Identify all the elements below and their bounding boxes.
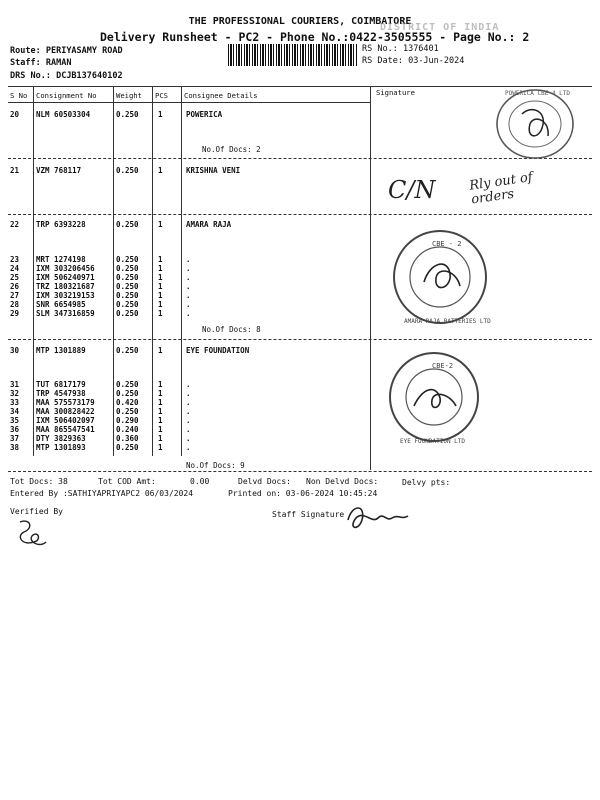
row-consignee: KRISHNA VENI xyxy=(186,166,241,175)
row-pcs: 1 xyxy=(158,300,163,309)
row-weight: 0.250 xyxy=(116,407,139,416)
row-consignee: EYE FOUNDATION xyxy=(186,346,250,355)
rs-date-value: 03-Jun-2024 xyxy=(408,56,465,66)
row-consignee: . xyxy=(186,255,191,264)
rs-date-line xyxy=(362,56,464,66)
row-consignee: . xyxy=(186,273,191,282)
col-divider-1 xyxy=(33,86,34,456)
entered-by: Entered By :SATHIYAPRIYAPC2 06/03/2024 xyxy=(10,489,194,498)
row-weight: 0.420 xyxy=(116,398,139,407)
row-sno: 25 xyxy=(10,273,20,282)
row-consignment-no: IXM 506240971 xyxy=(36,273,95,282)
row-sno: 22 xyxy=(10,220,20,229)
row-consignment-no: MRT 1274198 xyxy=(36,255,86,264)
row-pcs: 1 xyxy=(158,346,163,355)
row-consignee: AMARA RAJA xyxy=(186,220,232,229)
row-pcs: 1 xyxy=(158,389,163,398)
row-consignee: . xyxy=(186,434,191,443)
eye-foundation-stamp-outer: EYE FOUNDATION LTD xyxy=(400,438,466,445)
row-consignment-no: NLM 60503304 xyxy=(36,110,91,119)
row-sno: 32 xyxy=(10,389,20,398)
row-pcs: 1 xyxy=(158,380,163,389)
row-consignment-no: VZM 768117 xyxy=(36,166,82,175)
row-consignee: . xyxy=(186,425,191,434)
drs-label: DRS No.: xyxy=(10,71,51,81)
row-consignment-no: TRP 4547938 xyxy=(36,389,86,398)
doc-count: No.Of Docs: 8 xyxy=(202,325,261,334)
row-sno: 27 xyxy=(10,291,20,300)
row-pcs: 1 xyxy=(158,264,163,273)
row-consignment-no: TRZ 180321687 xyxy=(36,282,95,291)
row-consignment-no: MAA 300828422 xyxy=(36,407,95,416)
row-sno: 29 xyxy=(10,309,20,318)
row-sno: 31 xyxy=(10,380,20,389)
row-consignee: . xyxy=(186,398,191,407)
row-consignee: . xyxy=(186,282,191,291)
row-pcs: 1 xyxy=(158,220,163,229)
col-consignment: Consignment No xyxy=(36,91,97,100)
row-sno: 35 xyxy=(10,416,20,425)
col-divider-4 xyxy=(181,86,182,456)
rs-no-line xyxy=(362,44,439,54)
row-sno: 38 xyxy=(10,443,20,452)
row-weight: 0.250 xyxy=(116,255,139,264)
row-pcs: 1 xyxy=(158,416,163,425)
col-pcs: PCS xyxy=(155,91,168,100)
row-consignment-no: TUT 6817179 xyxy=(36,380,86,389)
tot-cod-label: Tot COD Amt: xyxy=(98,477,156,486)
rs-no-label: RS No.: xyxy=(362,44,398,54)
row-pcs: 1 xyxy=(158,110,163,119)
row-pcs: 1 xyxy=(158,443,163,452)
overlay-stamp-text: DISTRICT OF INDIA xyxy=(380,22,500,33)
row-consignment-no: IXM 506402097 xyxy=(36,416,95,425)
row-consignee: . xyxy=(186,309,191,318)
col-weight: Weight xyxy=(116,91,142,100)
printed-on: Printed on: 03-06-2024 10:45:24 xyxy=(228,489,378,498)
row-weight: 0.250 xyxy=(116,380,139,389)
eye-foundation-stamp-inner: CBE-2 xyxy=(432,362,454,370)
tot-docs: Tot Docs: 38 xyxy=(10,477,68,486)
header-bottom-border xyxy=(8,102,370,103)
row-consignment-no: MTP 1301893 xyxy=(36,443,86,452)
route-value: PERIYASAMY ROAD xyxy=(45,46,123,56)
row-weight: 0.250 xyxy=(116,443,139,452)
row-sno: 24 xyxy=(10,264,20,273)
row-pcs: 1 xyxy=(158,273,163,282)
row-pcs: 1 xyxy=(158,166,163,175)
col-signature: Signature xyxy=(376,88,415,97)
row-consignment-no: MAA 865547541 xyxy=(36,425,95,434)
non-delvd-docs: Non Delvd Docs: xyxy=(306,477,379,486)
row-consignee: . xyxy=(186,389,191,398)
row-weight: 0.240 xyxy=(116,425,139,434)
row-sno: 36 xyxy=(10,425,20,434)
row-sno: 34 xyxy=(10,407,20,416)
row-sno: 28 xyxy=(10,300,20,309)
row-consignee: . xyxy=(186,300,191,309)
doc-count: No.Of Docs: 9 xyxy=(186,461,245,470)
row-sno: 23 xyxy=(10,255,20,264)
row-pcs: 1 xyxy=(158,425,163,434)
runsheet-title: Delivery Runsheet - PC2 - Phone No.:0422-3505555 - Page No.: 2 xyxy=(100,30,530,44)
row-sno: 20 xyxy=(10,110,20,119)
row-weight: 0.250 xyxy=(116,110,139,119)
row-consignee: . xyxy=(186,380,191,389)
row-pcs: 1 xyxy=(158,407,163,416)
row-sno: 33 xyxy=(10,398,20,407)
route-label: Route: xyxy=(10,46,41,56)
row-sno: 37 xyxy=(10,434,20,443)
row-pcs: 1 xyxy=(158,255,163,264)
company-title: THE PROFESSIONAL COURIERS, COIMBATORE xyxy=(188,16,412,27)
amara-raja-stamp-inner: CBE - 2 xyxy=(432,240,462,248)
row-weight: 0.250 xyxy=(116,282,139,291)
handwritten-cn: C/N xyxy=(388,176,436,204)
row-consignee: . xyxy=(186,407,191,416)
amara-raja-stamp xyxy=(390,222,490,332)
staff-line xyxy=(10,58,71,68)
handwritten-note: Rly out of orders xyxy=(468,169,534,208)
row-weight: 0.250 xyxy=(116,220,139,229)
row-consignee: . xyxy=(186,264,191,273)
delvy-pts: Delvy pts: xyxy=(402,478,451,487)
row-consignment-no: DTY 3829363 xyxy=(36,434,86,443)
col-divider-2 xyxy=(113,86,114,456)
row-consignment-no: SLM 347316859 xyxy=(36,309,95,318)
amara-raja-stamp-outer: AMARA RAJA BATTERIES LTD xyxy=(404,318,491,325)
row-pcs: 1 xyxy=(158,309,163,318)
row-weight: 0.250 xyxy=(116,264,139,273)
col-consignee: Consignee Details xyxy=(184,91,258,100)
barcode xyxy=(228,44,358,66)
row-weight: 0.290 xyxy=(116,416,139,425)
row-pcs: 1 xyxy=(158,434,163,443)
powerica-stamp-text: POWERICA CBE-4 LTD xyxy=(505,90,571,97)
row-consignment-no: MTP 1301889 xyxy=(36,346,86,355)
delvd-docs: Delvd Docs: xyxy=(238,477,291,486)
row-consignment-no: TRP 6393228 xyxy=(36,220,86,229)
rs-no-value: 1376401 xyxy=(402,44,439,54)
row-weight: 0.250 xyxy=(116,346,139,355)
row-weight: 0.250 xyxy=(116,309,139,318)
rs-date-label: RS Date: xyxy=(362,56,403,66)
staff-value: RAMAN xyxy=(45,58,72,68)
row-consignment-no: MAA 575573179 xyxy=(36,398,95,407)
row-pcs: 1 xyxy=(158,291,163,300)
row-weight: 0.360 xyxy=(116,434,139,443)
staff-signature xyxy=(342,500,412,536)
staff-signature-label: Staff Signature xyxy=(272,510,345,519)
col-divider-5 xyxy=(370,86,371,470)
verified-by: Verified By xyxy=(10,507,63,516)
row-consignment-no: IXM 303219153 xyxy=(36,291,95,300)
eye-foundation-stamp xyxy=(384,344,484,450)
row-sno: 26 xyxy=(10,282,20,291)
table-bottom-separator xyxy=(8,471,592,472)
row-weight: 0.250 xyxy=(116,300,139,309)
row-consignment-no: IXM 303206456 xyxy=(36,264,95,273)
row-sno: 21 xyxy=(10,166,20,175)
row-consignee: . xyxy=(186,416,191,425)
row-weight: 0.250 xyxy=(116,166,139,175)
row-pcs: 1 xyxy=(158,398,163,407)
col-divider-3 xyxy=(152,86,153,456)
group-separator xyxy=(8,339,592,340)
tot-cod-value: 0.00 xyxy=(190,477,210,486)
row-weight: 0.250 xyxy=(116,273,139,282)
row-weight: 0.250 xyxy=(116,389,139,398)
drs-line xyxy=(10,71,123,81)
drs-value: DCJB137640102 xyxy=(56,71,123,81)
row-weight: 0.250 xyxy=(116,291,139,300)
staff-label: Staff: xyxy=(10,58,41,68)
row-sno: 30 xyxy=(10,346,20,355)
row-consignee: POWERICA xyxy=(186,110,223,119)
row-consignee: . xyxy=(186,443,191,452)
row-consignee: . xyxy=(186,291,191,300)
row-pcs: 1 xyxy=(158,282,163,291)
group-separator xyxy=(8,214,592,215)
verified-signature xyxy=(12,516,52,552)
doc-count: No.Of Docs: 2 xyxy=(202,145,261,154)
route-line xyxy=(10,46,123,56)
col-sno: S No xyxy=(10,91,28,100)
row-consignment-no: SNR 6654985 xyxy=(36,300,86,309)
